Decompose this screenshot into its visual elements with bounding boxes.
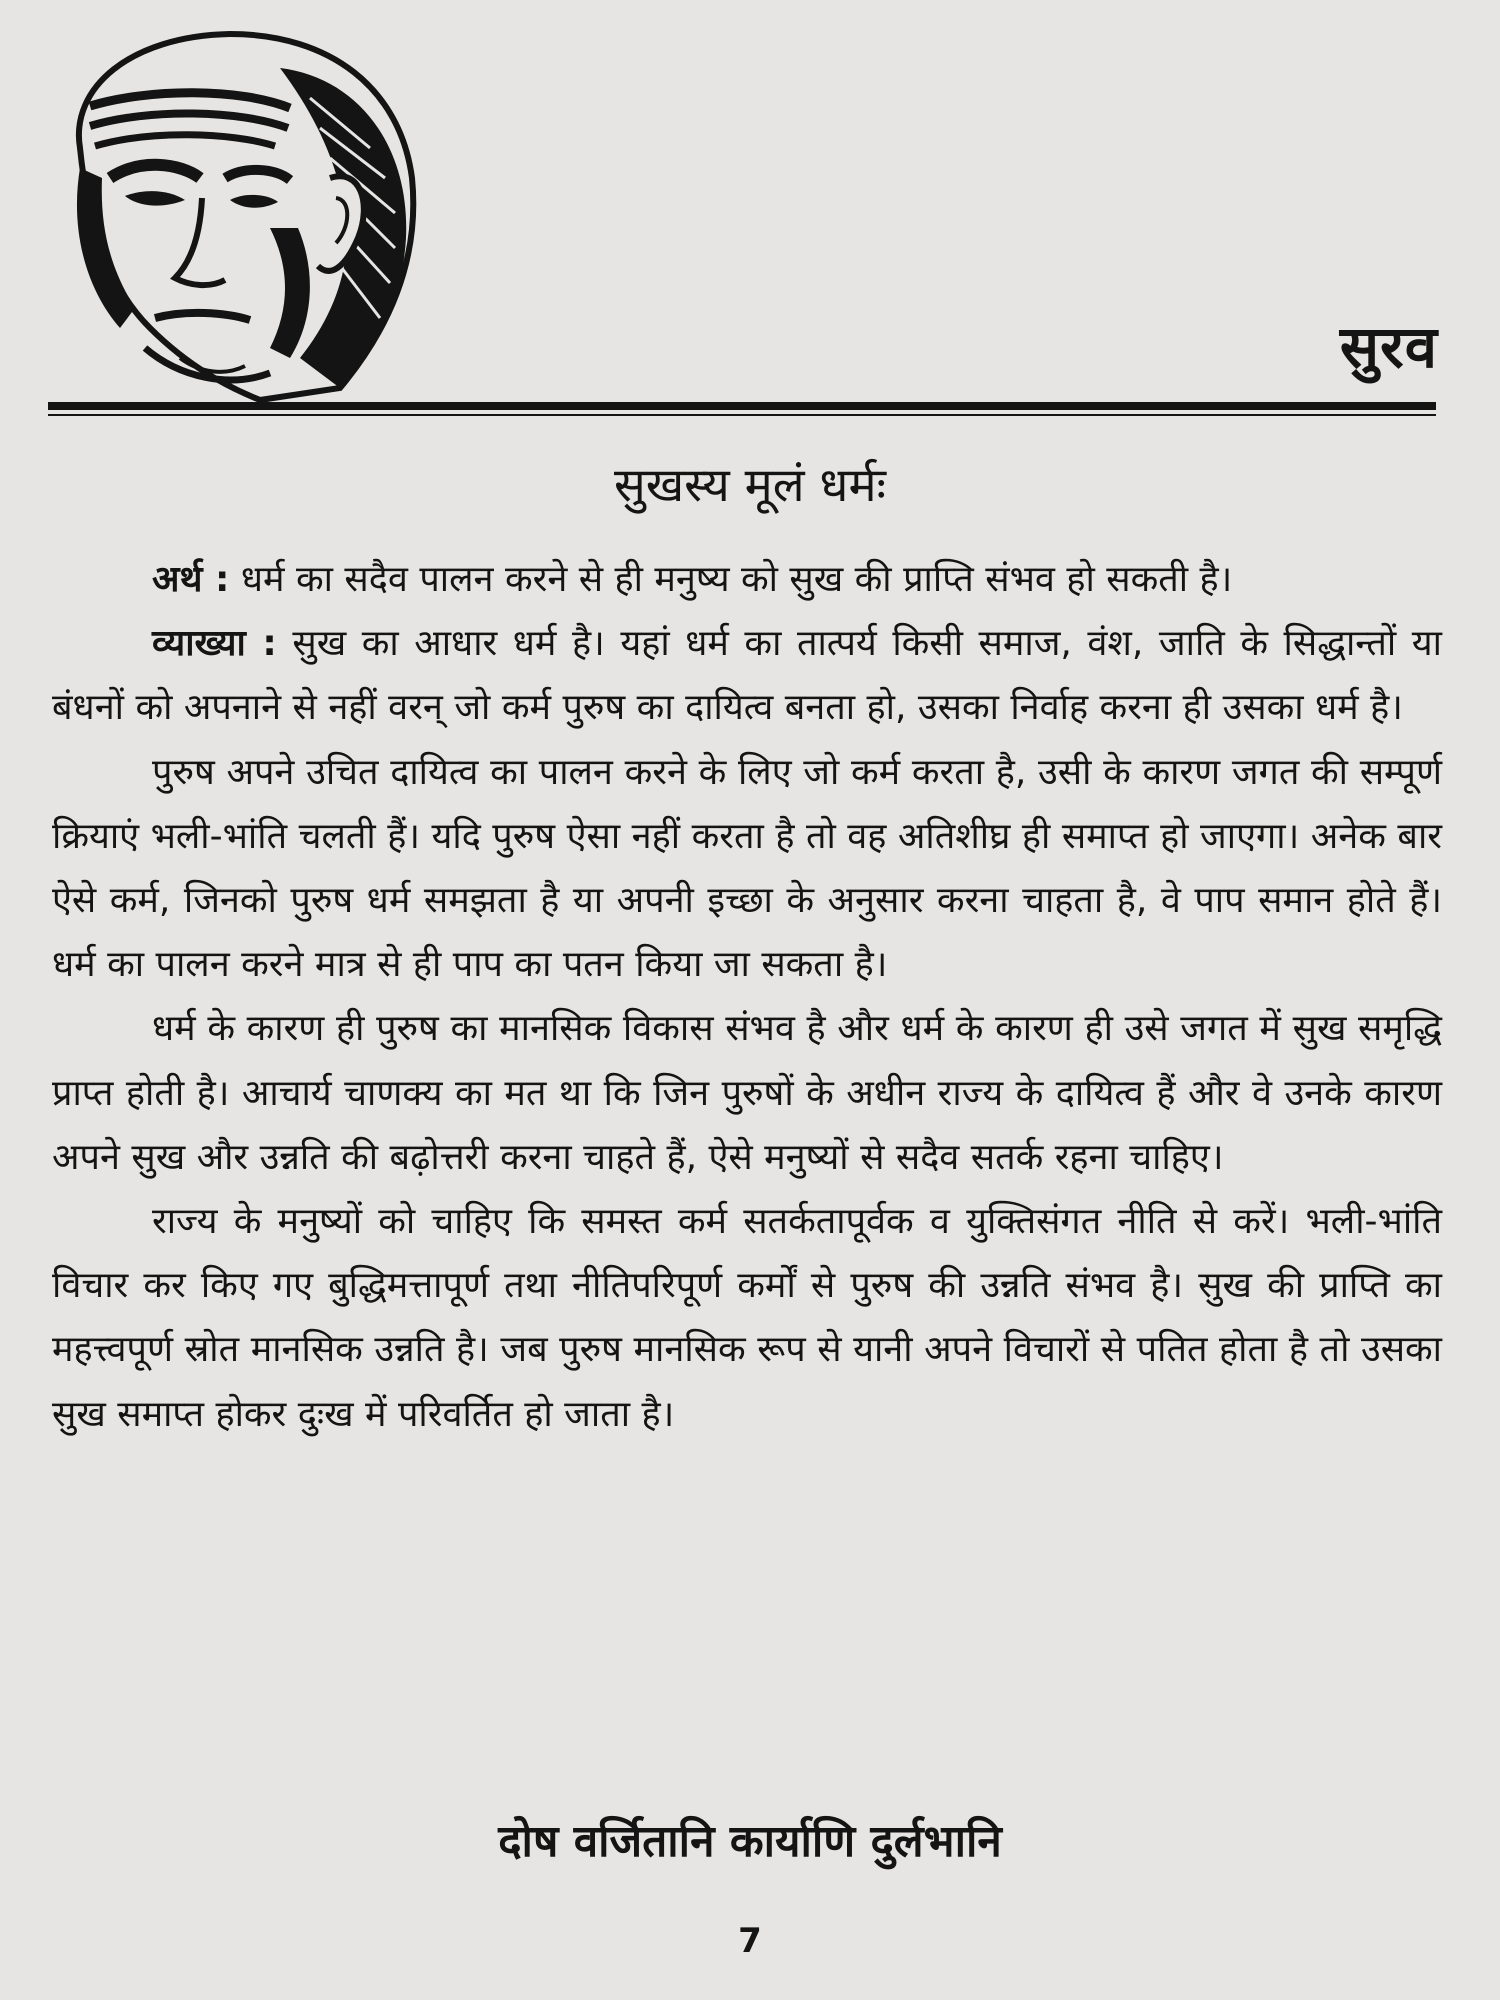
page-number: 7 (738, 1921, 762, 1961)
paragraph-explanation (52, 612, 1442, 740)
meaning-text: धर्म का सदैव पालन करने से ही मनुष्य को सुख की प्राप्ति संभव हो सकती है। (240, 559, 1233, 600)
chanakya-portrait-illustration (40, 28, 430, 408)
header-rule-thin (48, 414, 1436, 416)
header-rule-thick (48, 402, 1436, 410)
paragraph-meaning (52, 548, 1442, 612)
paragraph-3: पुरुष अपने उचित दायित्व का पालन करने के लिए जो कर्म करता है, उसी के कारण जगत की सम्पूर्ण क्रियाएं भली-भांति चलती हैं। यदि पुरुष ऐसा नहीं करता है तो वह अतिशीघ्र ही समाप्त हो जाएगा। अनेक बार ऐसे कर्म, जिनको पुरुष धर्म समझता है या अपनी इच्छा के अनुसार करना चाहता है, वे पाप समान होते हैं। धर्म का पालन करने मात्र से ही पाप का पतन किया जा सकता है। (52, 751, 1442, 986)
meaning-label: अर्थ : (152, 559, 230, 600)
explanation-label: व्याख्या : (152, 623, 277, 665)
paragraph-4: धर्म के कारण ही पुरुष का मानसिक विकास संभव है और धर्म के कारण ही उसे जगत में सुख समृद्धि प्राप्त होती है। आचार्य चाणक्य का मत था कि जिन पुरुषों के अधीन राज्य के दायित्व हैं और वे उनके कारण अपने सुख और उन्नति की बढ़ोत्तरी करना चाहते हैं, ऐसे मनुष्यों से सदैव सतर्क रहना चाहिए। (52, 1008, 1442, 1178)
paragraph-5: राज्य के मनुष्यों को चाहिए कि समस्त कर्म सतर्कतापूर्वक व युक्तिसंगत नीति से करें। भली-भांति विचार कर किए गए बुद्धिमत्तापूर्ण तथा नीतिपरिपूर्ण कर्मों से पुरुष की उन्नति संभव है। सुख की प्राप्ति का महत्त्वपूर्ण स्रोत मानसिक उन्नति है। जब पुरुष मानसिक रूप से यानी अपने विचारों से पतित होता है तो उसका सुख समाप्त होकर दुःख में परिवर्तित हो जाता है। (52, 1201, 1442, 1435)
sutra-heading: सुखस्य मूलं धर्मः (613, 458, 887, 513)
body-text (52, 548, 1442, 1447)
chapter-title: सुरव (1339, 313, 1438, 381)
closing-sutra: दोष वर्जितानि कार्याणि दुर्लभानि (498, 1816, 1002, 1867)
explanation-text: सुख का आधार धर्म है। यहां धर्म का तात्पर्य किसी समाज, वंश, जाति के सिद्धान्तों या बंधनों को अपनाने से नहीं वरन् जो कर्म पुरुष का दायित्व बनता हो, उसका निर्वाह करना ही उसका धर्म है। (52, 623, 1442, 729)
